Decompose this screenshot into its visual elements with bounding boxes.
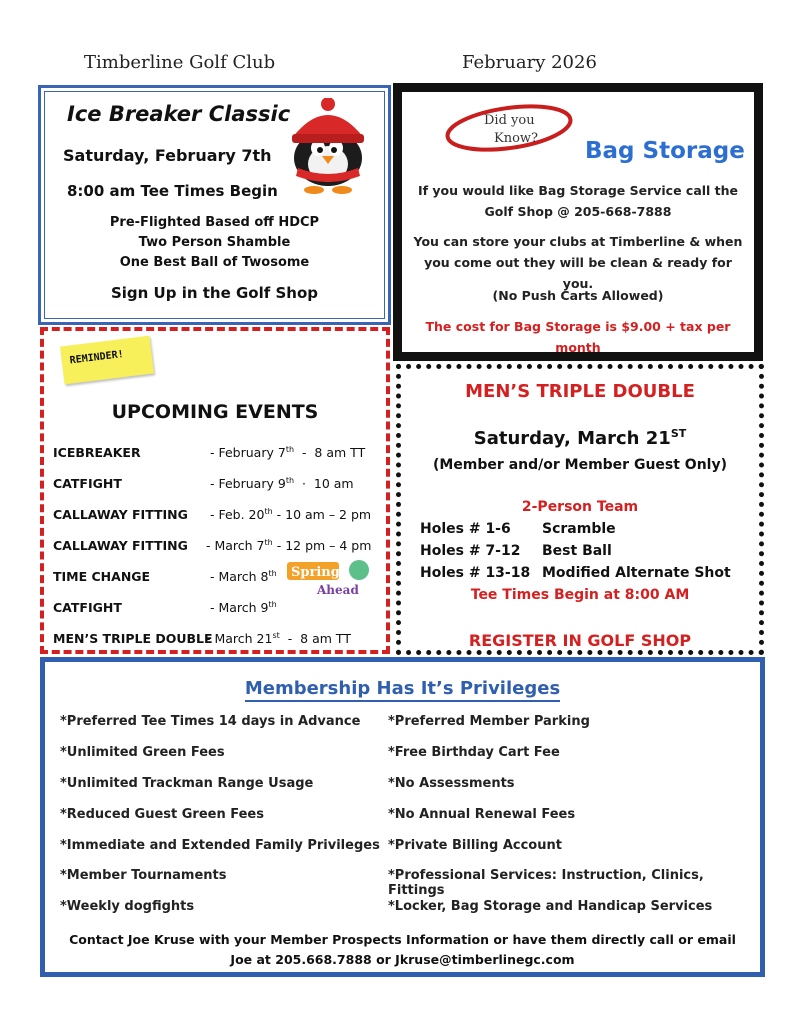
upcoming-events-title: UPCOMING EVENTS: [111, 401, 319, 423]
privilege-item: *Unlimited Trackman Range Usage: [60, 776, 314, 791]
event-date: - March 7th - 12 pm – 4 pm: [206, 538, 372, 554]
bag-storage-title: Bag Storage: [585, 138, 745, 164]
ice-breaker-title: Ice Breaker Classic: [67, 102, 291, 126]
privilege-item: *Reduced Guest Green Fees: [60, 807, 264, 822]
know-text: Know?: [494, 131, 539, 146]
bag-storage-call-text: If you would like Bag Storage Service call the Golf Shop @ 205-668-7888: [417, 183, 739, 219]
event-date: - Feb. 20th - 10 am – 2 pm: [210, 507, 372, 523]
reminder-sticky-note: [60, 336, 154, 385]
event-date: - March 9th: [210, 600, 277, 616]
penguin-icon: [278, 98, 378, 198]
mens-triple-title: MEN’S TRIPLE DOUBLE: [465, 381, 695, 402]
bag-storage-panel: [393, 83, 763, 361]
did-you-know-logo: [442, 102, 577, 154]
club-name: Timberline Golf Club: [84, 52, 276, 73]
event-name: MEN’S TRIPLE DOUBLE: [53, 631, 213, 646]
did-you-text: Did you: [484, 113, 535, 128]
privilege-item: *Locker, Bag Storage and Handicap Services: [388, 899, 713, 914]
contact-line: Contact Joe Kruse with your Member Prospects Information or have them directly call or email: [69, 932, 736, 947]
privilege-item: *Member Tournaments: [60, 868, 227, 883]
membership-title: Membership Has It’s Privileges: [45, 678, 760, 699]
contact-line: Joe at 205.668.7888 or Jkruse@timberlinegc.com: [230, 952, 575, 967]
mens-triple-team: 2-Person Team: [521, 499, 639, 515]
upcoming-events-panel: [40, 327, 390, 654]
spring-ahead-graphic: [287, 556, 379, 600]
ice-breaker-panel: [38, 85, 391, 325]
ice-breaker-date: Saturday, February 7th: [63, 146, 272, 165]
privilege-item: *No Assessments: [388, 776, 515, 791]
privilege-item: *Private Billing Account: [388, 838, 562, 853]
privilege-item: *Professional Services: Instruction, Clinics, Fittings: [388, 868, 704, 898]
mens-triple-tee-times: Tee Times Begin at 8:00 AM: [470, 587, 690, 603]
ice-breaker-detail: One Best Ball of Twosome: [119, 255, 310, 270]
event-date: - February 7th - 8 am TT: [210, 445, 366, 461]
privilege-item: *Free Birthday Cart Fee: [388, 745, 560, 760]
bag-storage-clubs-text: You can store your clubs at Timberline & when you come out they will be clean & ready for you.: [413, 234, 743, 291]
ice-breaker-tee-times: 8:00 am Tee Times Begin: [67, 182, 278, 200]
month-heading: February 2026: [462, 52, 597, 73]
event-name: CATFIGHT: [53, 476, 122, 491]
event-name: CALLAWAY FITTING: [53, 507, 188, 522]
ice-breaker-details: [41, 213, 388, 273]
ice-breaker-detail: Two Person Shamble: [138, 235, 291, 250]
event-date: - February 9th · 10 am: [210, 476, 354, 492]
ice-breaker-detail: Pre-Flighted Based off HDCP: [109, 215, 320, 230]
privilege-item: *Weekly dogfights: [60, 899, 195, 914]
bag-storage-cost: The cost for Bag Storage is $9.00 + tax per month: [425, 319, 731, 355]
privilege-item: *Immediate and Extended Family Privileges: [60, 838, 380, 853]
mens-triple-double-panel: MEN’S TRIPLE DOUBLE Saturday, March 21ST (Member and/or Member Guest Only) 2-Person Team Holes # 1-6 Scramble Holes # 7-12 Best Ball Holes # 13-18 Modified Alternate Shot Tee Times Begin at 8:00 AM REGISTER IN GOLF SHOP: [396, 364, 764, 655]
mens-triple-subtitle: (Member and/or Member Guest Only): [432, 457, 727, 473]
privilege-item: *Unlimited Green Fees: [60, 745, 225, 760]
spring-text: Spring: [291, 565, 340, 580]
event-name: TIME CHANGE: [53, 569, 151, 584]
membership-contact: [45, 930, 760, 970]
event-name: CALLAWAY FITTING: [53, 538, 188, 553]
mens-triple-date: Saturday, March 21ST: [473, 427, 687, 449]
event-date: - March 8th: [210, 569, 277, 585]
reminder-label: REMINDER!: [69, 348, 125, 367]
event-name: CATFIGHT: [53, 600, 122, 615]
bag-storage-no-carts: (No Push Carts Allowed): [492, 288, 664, 303]
membership-panel: [40, 657, 765, 977]
privilege-item: *No Annual Renewal Fees: [388, 807, 576, 822]
mens-triple-register: REGISTER IN GOLF SHOP: [468, 631, 692, 650]
ice-breaker-signup: Sign Up in the Golf Shop: [110, 284, 319, 302]
event-date: - March 21st - 8 am TT: [206, 631, 351, 647]
privilege-item: *Preferred Member Parking: [388, 714, 590, 729]
privilege-item: *Preferred Tee Times 14 days in Advance: [60, 714, 361, 729]
ahead-text: Ahead: [317, 583, 359, 597]
event-name: ICEBREAKER: [53, 445, 141, 460]
